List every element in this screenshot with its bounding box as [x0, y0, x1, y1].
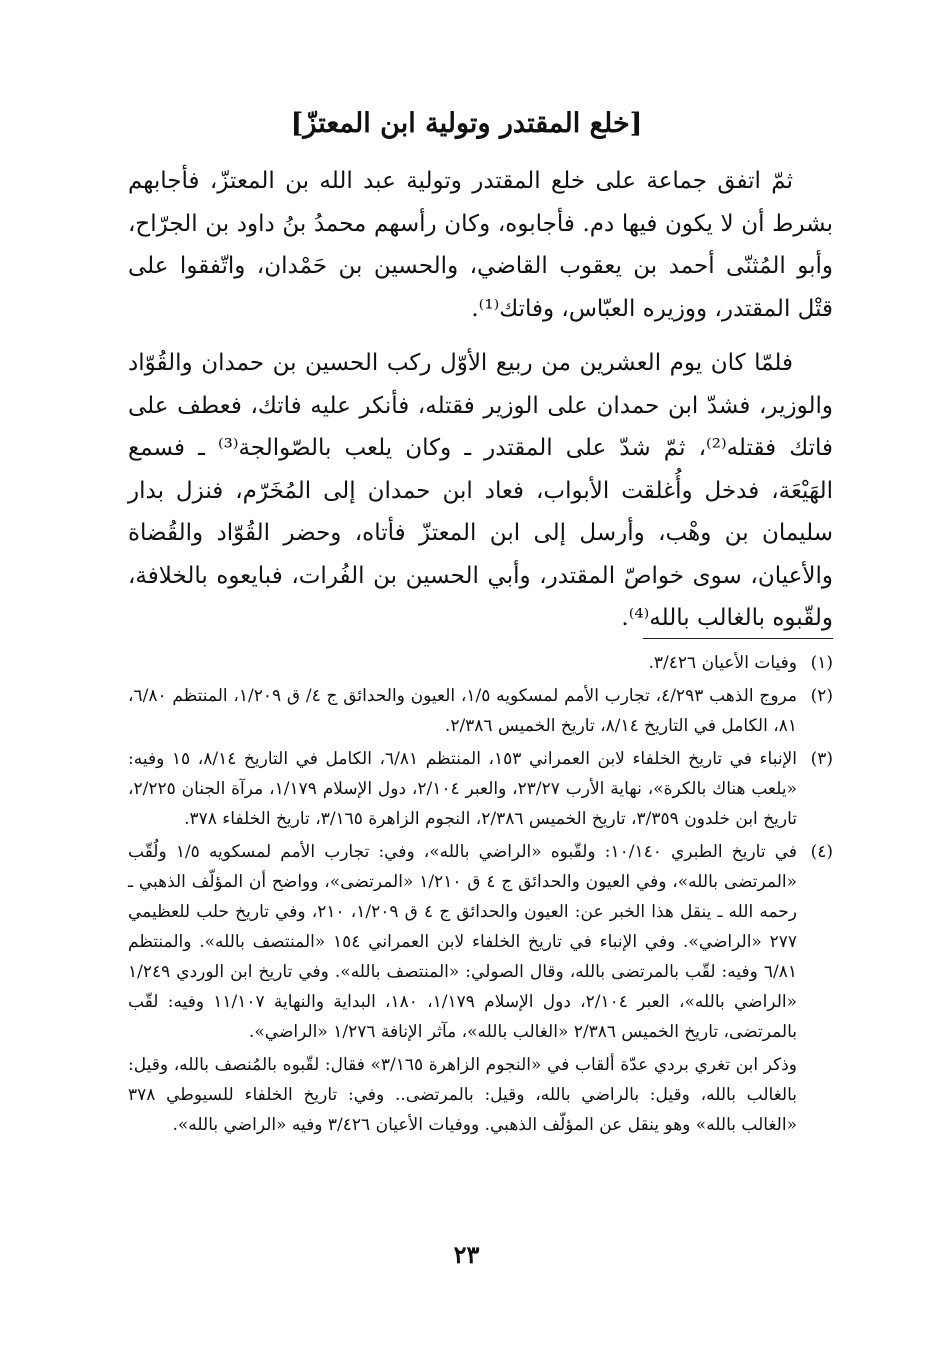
page-number: ٢٣: [453, 1240, 480, 1269]
footnote-text: الإنباء في تاريخ الخلفاء لابن العمراني ١٥٣، المنتظم ٦/٨١، الكامل في التاريخ ٨/١٤، ١٥ وفيه: «يلعب هناك بالكرة»، نهاية الأرب ٢٣/٢٧، والعبر ٢/١٠٤، دول الإسلام ١/١٧٩، مرآة الجنان ٢/٢٢٥، تاريخ ابن خلدون ٣/٣٥٩، تاريخ الخميس ٢/٣٨٦، النجوم الزاهرة ٣/١٦٥، تاريخ الخلفاء ٣٧٨.: [128, 749, 798, 829]
paragraph-1: ثمّ اتفق جماعة على خلع المقتدر وتولية عبد الله بن المعتزّ، فأجابهم بشرط أن لا يكون فيها دم. فأجابوه، وكان رأسهم محمدُ بنُ داود بن الجرّاح، وأبو المُثنّى أحمد بن يعقوب القاضي، والحسين بن حَمْدان، واتّفقوا على قتْل المقتدر، ووزيره العبّاس، وفاتك⁽¹⁾.: [128, 168, 833, 322]
section-title: [خلع المقتدر وتولية ابن المعتزّ]: [290, 108, 643, 139]
footnote-text: مروج الذهب ٤/٢٩٣، تجارب الأمم لمسكويه ١/٥، العيون والحدائق ج ٤/ ق ١/٢٠٩، المنتظم ٦/٨٠، ٨١، الكامل في التاريخ ٨/١٤، تاريخ الخميس ٢/٣٨٦.: [128, 686, 798, 736]
main-text: [128, 160, 833, 640]
footnote-3: [128, 744, 833, 834]
footnote-number: (٢): [810, 686, 833, 706]
paragraph-2: فلمّا كان يوم العشرين من ربيع الأوّل ركب الحسين بن حمدان والقُوّاد والوزير، فشدّ ابن حمدان على الوزير فقتله، فأنكر عليه فاتك، فعطف على فاتك فقتله⁽²⁾، ثمّ شدّ على المقتدر ـ وكان يلعب بالصّوالجة⁽³⁾ ـ فسمع الهَيْعَة، فدخل وأُغلقت الأبواب، فعاد ابن حمدان إلى المُخَرّم، فنزل بدار سليمان بن وهْب، وأرسل إلى ابن المعتزّ فأتاه، وحضر القُوّاد والقُضاة والأعيان، سوى خواصّ المقتدر، وأبي الحسين بن الفُرات، فبايعوه بالخلافة، ولقّبوه بالغالب بالله⁽⁴⁾.: [128, 350, 833, 631]
footnote-number: (٤): [810, 842, 833, 862]
footnote-number: (٣): [810, 749, 833, 769]
footnotes: [128, 648, 833, 1140]
footnote-text: وفيات الأعيان ٣/٤٢٦.: [648, 653, 797, 673]
footnote-4: [128, 837, 833, 1047]
footnote-2: [128, 681, 833, 741]
footnote-separator: [643, 638, 833, 639]
footnote-number: (١): [810, 653, 833, 673]
footnote-4-continuation: وذكر ابن تغري بردي عدّة ألقاب في «النجوم الزاهرة ٣/١٦٥» فقال: لقّبوه بالمُنصف بالله، وقيل: بالغالب بالله، وقيل: بالراضي بالله، وقيل: بالمرتضى.. وفي: تاريخ الخلفاء للسيوطي ٣٧٨ «الغالب بالله» وهو ينقل عن المؤلّف الذهبي. ووفيات الأعيان ٣/٤٢٦ وفيه «الراضي بالله».: [128, 1055, 797, 1135]
footnote-text: في تاريخ الطبري ١٠/١٤٠: ولقّبوه «الراضي بالله»، وفي: تجارب الأمم لمسكويه ١/٥ ولُقّب «المرتضى بالله»، وفي العيون والحدائق ج ٤ ق ١/٢١٠ «المرتضى»، وواضح أن المؤلّف الذهبي ـ رحمه الله ـ ينقل هذا الخبر عن: العيون والحدائق ج ٤ ق ١/٢٠٩، ٢١٠، وفي تاريخ حلب للعظيمي ٢٧٧ «الراضي». وفي الإنباء في تاريخ الخلفاء لابن العمراني ١٥٤ «المنتصف بالله». والمنتظم ٦/٨١ وفيه: لقّب بالمرتضى بالله، وقال الصولي: «المنتصف بالله». وفي تاريخ ابن الوردي ١/٢٤٩ «الراضي بالله»، العبر ٢/١٠٤، دول الإسلام ١/١٧٩، ١٨٠، البداية والنهاية ١١/١٠٧ وفيه: لقّب بالمرتضى، تاريخ الخميس ٢/٣٨٦ «الغالب بالله»، مآثر الإنافة ١/٢٧٦ «الراضي».: [128, 842, 798, 1042]
footnote-1: [128, 648, 833, 678]
